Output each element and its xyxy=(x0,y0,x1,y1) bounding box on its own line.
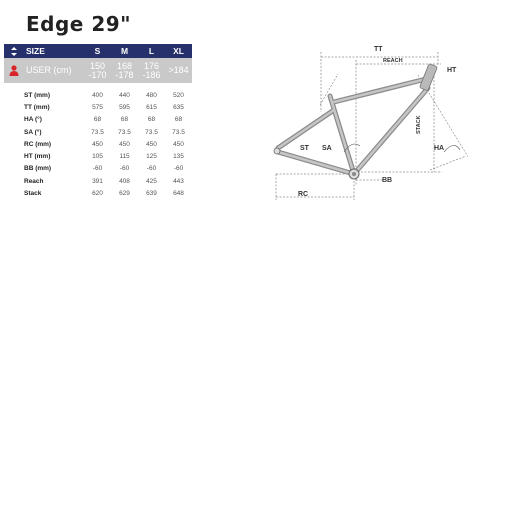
sa-label: SA xyxy=(322,145,332,152)
row-label: ST (mm) xyxy=(24,91,50,99)
row-label: RC (mm) xyxy=(24,140,52,148)
dimension-lines xyxy=(276,52,468,200)
table-row xyxy=(4,101,192,113)
row-value: 595 xyxy=(119,103,130,111)
row-value: 408 xyxy=(119,177,130,185)
row-label: BB (mm) xyxy=(24,165,52,173)
row-value: 450 xyxy=(119,140,130,148)
table-row xyxy=(4,126,192,138)
row-value: 73.5 xyxy=(172,128,185,136)
page-title: Edge 29" xyxy=(26,12,132,36)
row-value: 135 xyxy=(173,153,184,161)
table-row xyxy=(4,89,192,101)
frame-geometry-diagram xyxy=(258,40,468,210)
ht-label: HT xyxy=(447,67,457,74)
table-row xyxy=(4,175,192,187)
row-label: HA (°) xyxy=(24,116,42,124)
row-label: Stack xyxy=(24,190,42,198)
row-value: 115 xyxy=(119,153,130,161)
row-value: 68 xyxy=(120,116,129,124)
row-value: -60 xyxy=(119,165,130,173)
size-label: SIZE xyxy=(24,44,84,58)
row-value: 68 xyxy=(174,116,183,124)
tt-label: TT xyxy=(374,46,383,53)
size-xl: XL xyxy=(165,44,192,58)
table-row xyxy=(4,187,192,199)
size-s: S xyxy=(84,44,111,58)
row-value: 73.5 xyxy=(145,128,158,136)
row-value: 450 xyxy=(146,140,157,148)
row-value: 440 xyxy=(119,91,130,99)
row-label: HT (mm) xyxy=(24,153,51,161)
row-value: 575 xyxy=(92,103,103,111)
row-value: 620 xyxy=(92,190,103,198)
size-l: L xyxy=(138,44,165,58)
row-value: 443 xyxy=(173,177,184,185)
table-row xyxy=(4,150,192,162)
geometry-table xyxy=(4,44,192,200)
row-value: 648 xyxy=(173,190,184,198)
row-value: 105 xyxy=(92,153,103,161)
row-value: 125 xyxy=(146,153,157,161)
row-value: 68 xyxy=(93,116,102,124)
user-label: USER (cm) xyxy=(24,58,84,83)
up-down-arrows-icon xyxy=(11,47,17,56)
stack-label: STACK xyxy=(416,115,422,134)
rear-dropout xyxy=(274,148,280,154)
row-value: 480 xyxy=(146,91,157,99)
row-value: 391 xyxy=(92,177,103,185)
head-tube xyxy=(419,63,437,90)
row-label: Reach xyxy=(24,177,44,185)
row-value: 425 xyxy=(146,177,157,185)
ha-label: HA xyxy=(434,145,445,152)
row-value: 639 xyxy=(146,190,157,198)
row-value: 73.5 xyxy=(118,128,131,136)
rc-label: RC xyxy=(298,191,309,198)
row-value: -60 xyxy=(173,165,184,173)
row-value: 400 xyxy=(92,91,103,99)
row-value: 520 xyxy=(173,91,184,99)
row-value: 73.5 xyxy=(91,128,104,136)
user-range-m: 168 -178 xyxy=(111,58,138,83)
row-value: 68 xyxy=(147,116,156,124)
st-label: ST xyxy=(300,145,309,152)
row-label: TT (mm) xyxy=(24,103,50,111)
table-row xyxy=(4,163,192,175)
size-m: M xyxy=(111,44,138,58)
row-value: -60 xyxy=(92,165,103,173)
row-value: 450 xyxy=(173,140,184,148)
row-label: SA (°) xyxy=(24,128,42,136)
user-range-xl: >184 xyxy=(165,58,192,83)
row-value: 629 xyxy=(119,190,130,198)
row-value: -60 xyxy=(146,165,157,173)
row-value: 635 xyxy=(173,103,184,111)
table-row xyxy=(4,114,192,126)
table-row xyxy=(4,138,192,150)
user-height-row xyxy=(4,58,192,83)
bb-label: BB xyxy=(382,177,393,184)
row-value: 450 xyxy=(92,140,103,148)
size-header-row xyxy=(4,44,192,58)
measurement-rows xyxy=(4,89,192,200)
user-icon-cell xyxy=(4,58,24,83)
person-icon xyxy=(9,65,19,76)
user-range-s: 150 -170 xyxy=(84,58,111,83)
user-range-l: 176 -186 xyxy=(138,58,165,83)
size-icon-cell xyxy=(4,44,24,58)
reach-label: REACH xyxy=(383,58,403,64)
row-value: 615 xyxy=(146,103,157,111)
